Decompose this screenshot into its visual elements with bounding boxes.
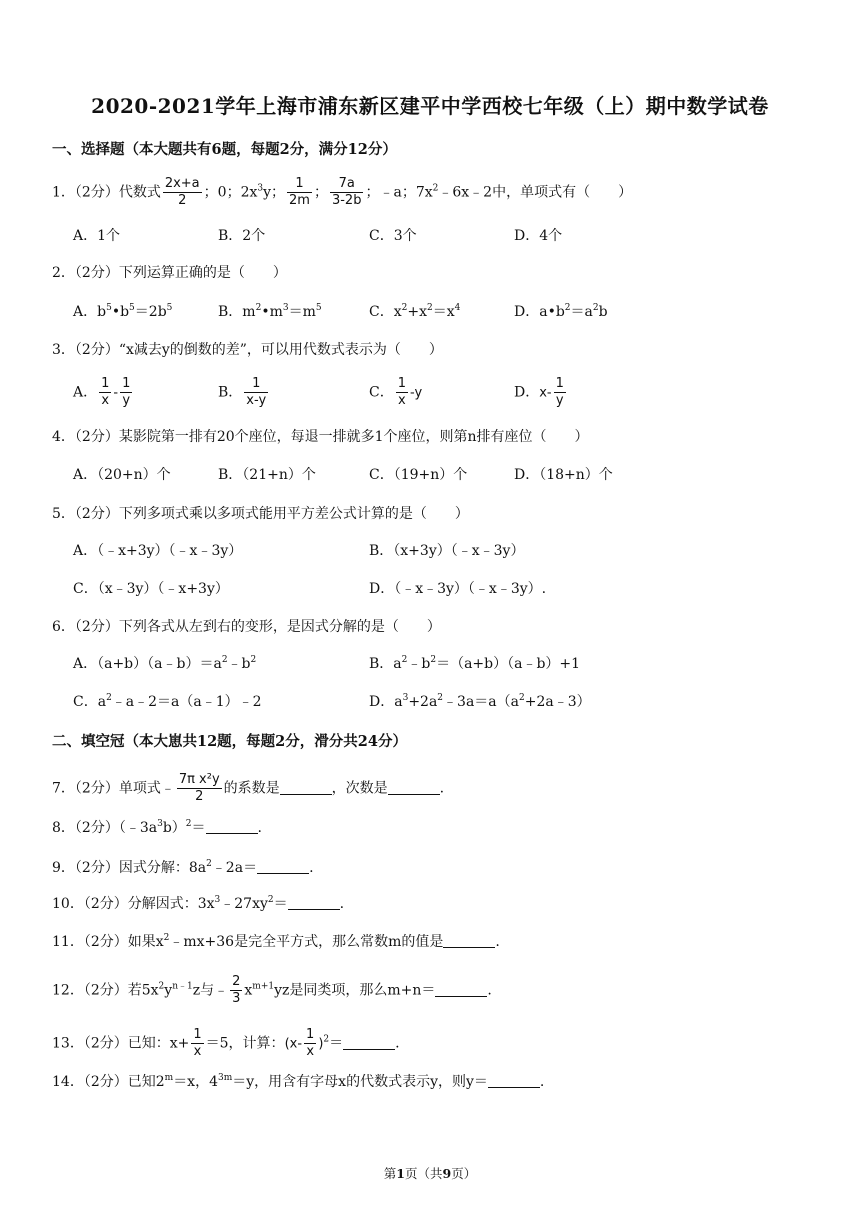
section-heading-fill: 二、填空冠（本大崽共12题，每题2分，滑分共24分） — [52, 733, 407, 750]
question-6-stem: 6．（2分）下列各式从左到右的变形，是因式分解的是（ ） — [52, 619, 441, 635]
question-12: 12．（2分）若$5x^2y^{n﹣1}z$与﹣ $\frac{2}{3}$ $x^{m+1}yz$是同类项，那么m+n＝ . — [52, 974, 492, 1006]
question-1-stem: 1．（2分）代数式 $\frac{2x+a}{2}$ ；0；$2x^3y$； $\frac{1}{2m}$ ； $\frac{7a}{3-2b}$ ；﹣a；$7x^2﹣6x﹣2$中，单项式有（ ） — [52, 176, 633, 208]
option-c: C．（19+n）个 — [369, 467, 468, 483]
section-heading-choice: 一、选择题（本大题共有6题，每题2分，满分12分） — [52, 141, 397, 158]
option-a: A．$b^5•b^5=2b^5$ — [73, 303, 173, 320]
option-c: C．$a^2﹣a﹣2=a(a﹣1)﹣2$ — [73, 693, 262, 710]
option-b: B．$m^2•m^3=m^5$ — [218, 303, 322, 320]
question-4-stem: 4．（2分）某影院第一排有20个座位，每退一排就多1个座位，则第n排有座位（ ） — [52, 429, 589, 445]
option-b: B．（x+3y）（﹣x﹣3y） — [369, 543, 525, 559]
question-13: 13．（2分）已知：x+ $\frac{1}{x}$ ＝5，计算：(x- $\frac{1}{x}$ )$^2$＝ . — [52, 1027, 400, 1059]
question-10: 10．（2分）分解因式：$3x^3﹣27xy^2=$ . — [52, 895, 345, 912]
option-c: C．3个 — [369, 228, 417, 244]
option-a: A．（20+n）个 — [73, 467, 171, 483]
option-a: A．（﹣x+3y）（﹣x﹣3y） — [73, 543, 243, 559]
option-d: D．4个 — [514, 228, 563, 244]
option-b: B．2个 — [218, 228, 266, 244]
page-footer: 第1页（共9页） — [383, 1166, 477, 1181]
option-c: C． $\frac{1}{x}$ -y — [369, 376, 423, 408]
page-title: 2020-2021学年上海市浦东新区建平中学西校七年级（上）期中数学试卷 — [91, 94, 769, 118]
option-d: D．（﹣x﹣3y）（﹣x﹣3y）. — [369, 581, 547, 597]
question-11: 11．（2分）如果$x^2﹣mx+36$是完全平方式，那么常数m的值是 . — [52, 933, 500, 950]
fraction: $\frac{1}{2m}$ — [289, 176, 310, 208]
fraction: $\frac{7a}{3-2b}$ — [331, 176, 362, 208]
answer-blank[interactable] — [343, 1035, 395, 1050]
question-14: 14．（2分）已知$2^m=x$，$4^{3m}=y$，用含有字母x的代数式表示y，则y＝ . — [52, 1073, 545, 1090]
answer-blank[interactable] — [388, 780, 440, 795]
question-2-stem: 2．（2分）下列运算正确的是（ ） — [52, 265, 287, 281]
option-a: A． $\frac{1}{x}$ - $\frac{1}{y}$ — [73, 376, 131, 408]
answer-blank[interactable] — [443, 933, 495, 948]
fraction: $\frac{2x+a}{2}$ — [164, 176, 200, 208]
option-b: B．$a^2﹣b^2=(a+b)(a﹣b)+1$ — [369, 655, 581, 672]
option-d: D．$a^3+2a^2﹣3a=a(a^2+2a﹣3)$ — [369, 693, 591, 710]
option-b: B． $\frac{1}{x-y}$ — [218, 376, 267, 408]
question-8: 8．（2分）$(﹣3a^3b)^2=$ . — [52, 819, 262, 836]
answer-blank[interactable] — [280, 780, 332, 795]
answer-blank[interactable] — [488, 1073, 540, 1088]
option-a: A．$(a+b)(a﹣b)=a^2﹣b^2$ — [73, 655, 257, 672]
answer-blank[interactable] — [206, 819, 258, 834]
question-3-stem: 3．（2分）“x减去y的倒数的差”，可以用代数式表示为（ ） — [52, 342, 443, 358]
option-c: C．（x﹣3y）（﹣x+3y） — [73, 581, 229, 597]
answer-blank[interactable] — [435, 982, 487, 997]
option-d: D．$a•b^2=a^2b$ — [514, 303, 608, 320]
option-d: D．x- $\frac{1}{y}$ — [514, 376, 564, 408]
option-c: C．$x^2+x^2=x^4$ — [369, 303, 461, 320]
answer-blank[interactable] — [288, 895, 340, 910]
option-d: D．（18+n）个 — [514, 467, 613, 483]
question-7: 7．（2分）单项式﹣ $\frac{\text{7π x²y}}{2}$ 的系数是 ，次数是 . — [52, 772, 445, 804]
answer-blank[interactable] — [257, 859, 309, 874]
option-a: A．1个 — [73, 228, 121, 244]
question-5-stem: 5．（2分）下列多项式乘以多项式能用平方差公式计算的是（ ） — [52, 506, 469, 522]
question-9: 9．（2分）因式分解：$8a^2﹣2a=$ . — [52, 859, 314, 876]
option-b: B．（21+n）个 — [218, 467, 316, 483]
